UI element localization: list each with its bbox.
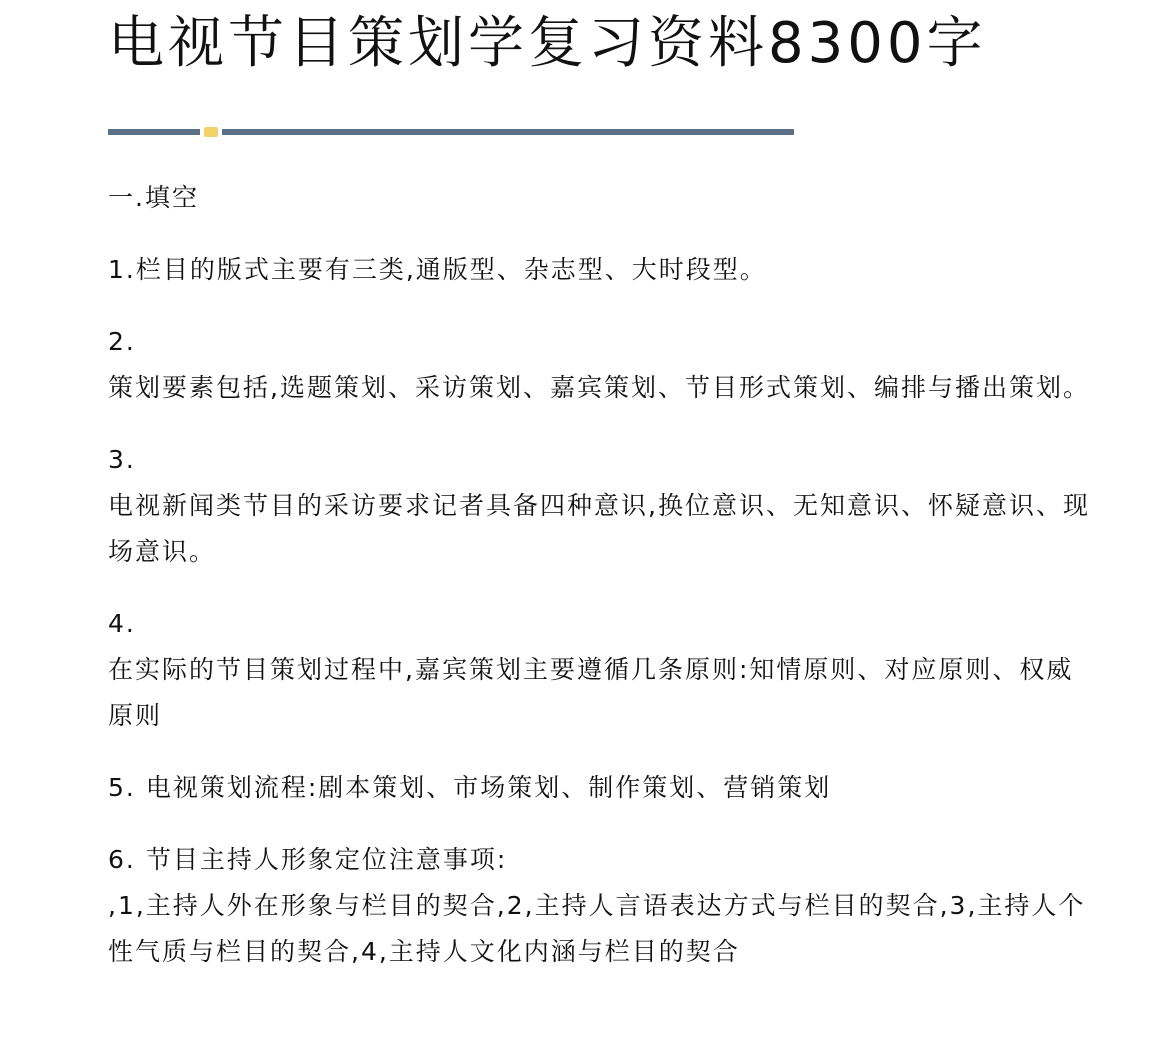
item-5-number: 5. xyxy=(108,773,136,802)
item-4-number: 4. xyxy=(108,609,136,638)
item-2-number: 2. xyxy=(108,327,136,356)
divider-bar-left xyxy=(108,129,200,135)
item-5-text: 电视策划流程:剧本策划、市场策划、制作策划、营销策划 xyxy=(145,773,832,802)
item-5-line xyxy=(108,765,1093,811)
divider-accent xyxy=(204,127,218,137)
item-6-number: 6. xyxy=(108,845,136,874)
document-body xyxy=(108,175,1093,1001)
list-item-4 xyxy=(108,601,1093,739)
list-item-6 xyxy=(108,837,1093,975)
item-3-text: 电视新闻类节目的采访要求记者具备四种意识,换位意识、无知意识、怀疑意识、现场意识。 xyxy=(108,491,1090,566)
item-1-line xyxy=(108,247,1093,293)
item-1-number: 1. xyxy=(108,255,136,284)
list-item-5 xyxy=(108,765,1093,811)
title-divider xyxy=(108,127,794,137)
list-item-1 xyxy=(108,247,1093,293)
item-3-number: 3. xyxy=(108,445,136,474)
document-title: 电视节目策划学复习资料8300字 xyxy=(108,11,987,76)
list-item-3 xyxy=(108,437,1093,575)
divider-bar-right xyxy=(222,129,794,135)
item-2-text: 策划要素包括,选题策划、采访策划、嘉宾策划、节目形式策划、编排与播出策划。 xyxy=(108,373,1090,402)
item-6-detail: ,1,主持人外在形象与栏目的契合,2,主持人言语表达方式与栏目的契合,3,主持人个性气质与栏目的契合,4,主持人文化内涵与栏目的契合 xyxy=(108,891,1086,966)
list-item-2 xyxy=(108,319,1093,411)
item-6-line xyxy=(108,837,1093,883)
item-4-text: 在实际的节目策划过程中,嘉宾策划主要遵循几条原则:知情原则、对应原则、权威原则 xyxy=(108,655,1074,730)
item-6-text: 节目主持人形象定位注意事项: xyxy=(145,845,508,874)
section-heading: 一.填空 xyxy=(108,183,199,212)
item-1-text: 栏目的版式主要有三类,通版型、杂志型、大时段型。 xyxy=(135,255,767,284)
